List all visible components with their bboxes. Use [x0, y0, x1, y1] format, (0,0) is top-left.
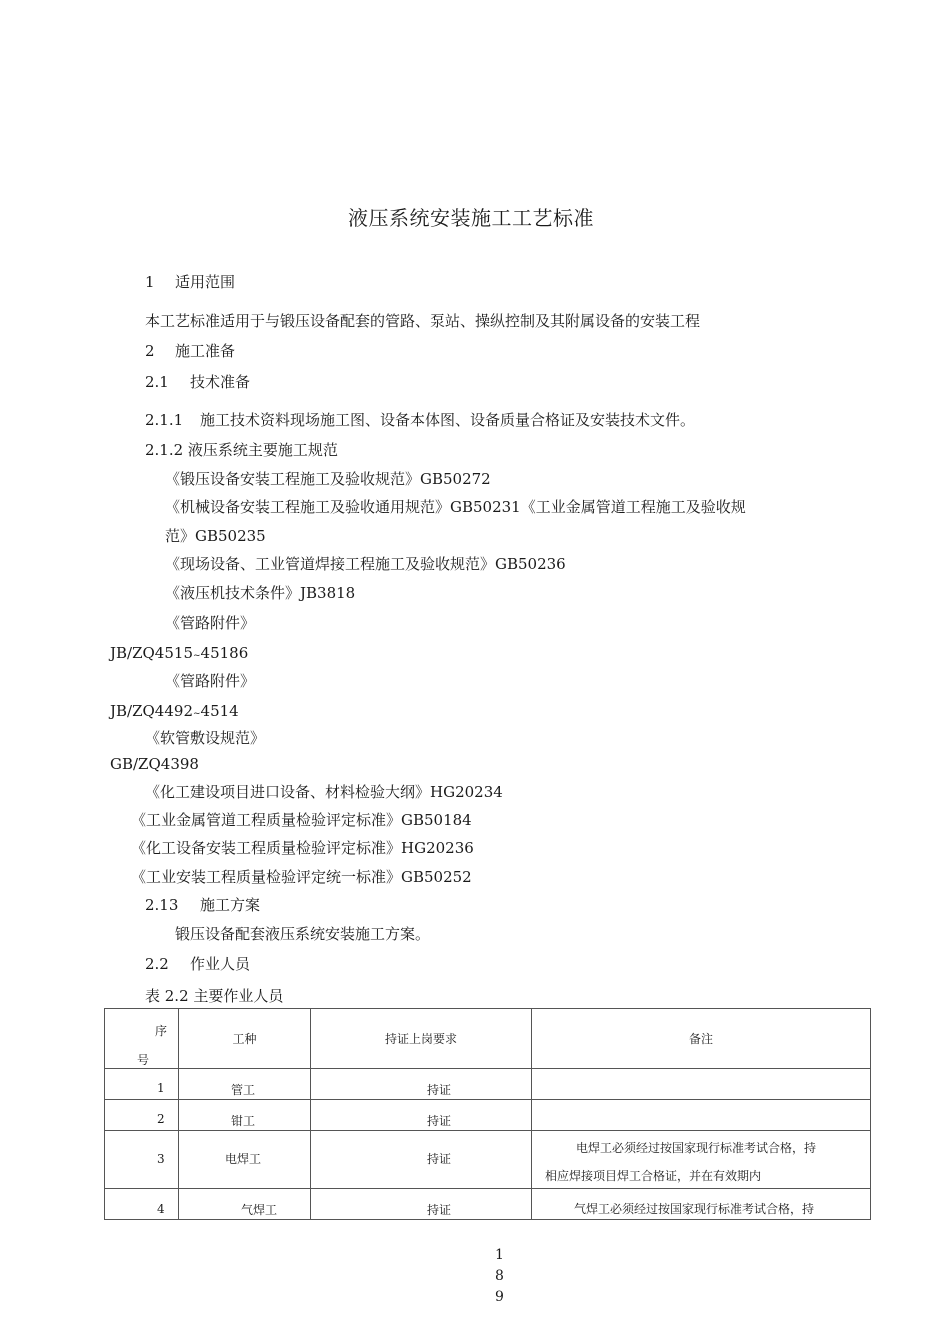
row-remark: [532, 1131, 871, 1189]
section-label: 适用范围: [175, 273, 236, 291]
page-number-digit: 9: [495, 1289, 504, 1305]
row-cert-text: 持证: [427, 1152, 452, 1166]
row-remark-line-1: 电焊工必须经过按国家现行标准考试合格，持: [576, 1141, 817, 1155]
row-no: [105, 1100, 179, 1131]
header-no-bottom: 号: [137, 1053, 150, 1067]
row-no-text: 2: [157, 1112, 165, 1126]
section-label: 作业人员: [190, 955, 251, 973]
spec-code: 4514: [200, 702, 239, 720]
spec-line: 《现场设备、工业管道焊接工程施工及验收规范》GB50236: [165, 555, 566, 573]
section-label: 技术准备: [190, 373, 251, 391]
row-no-text: 4: [157, 1202, 165, 1216]
spec-line: 《工业金属管道工程质量检验评定标准》GB50184: [131, 811, 472, 829]
row-cert-text: 持证: [427, 1114, 452, 1128]
spec-code-separator: ~: [192, 709, 201, 719]
spec-code-separator: ~: [192, 651, 201, 661]
table-header-row: [105, 1009, 871, 1069]
spec-line: 《液压机技术条件》JB3818: [165, 584, 356, 602]
page-number-digit: 8: [495, 1268, 504, 1284]
row-trade-text: 管工: [231, 1083, 256, 1097]
spec-line: 《锻压设备安装工程施工及验收规范》GB50272: [165, 470, 491, 488]
spec-line: 《管路附件》: [165, 614, 256, 632]
row-trade: [179, 1069, 311, 1100]
row-no: [105, 1069, 179, 1100]
section-number: 2.2: [145, 955, 169, 973]
row-trade: [179, 1189, 311, 1220]
header-cell-remark: 备注: [532, 1009, 871, 1069]
spec-code-line: [110, 704, 239, 719]
table-row: [105, 1189, 871, 1220]
table-row: [105, 1131, 871, 1189]
spec-line: 《工业安装工程质量检验评定统一标准》GB50252: [131, 868, 472, 886]
scope-paragraph: 本工艺标准适用于与锻压设备配套的管路、泵站、操纵控制及其附属设备的安装工程: [145, 312, 701, 330]
row-cert: [311, 1189, 532, 1220]
header-cell-trade: 工种: [179, 1009, 311, 1069]
row-remark: [532, 1069, 871, 1100]
row-remark: [532, 1189, 871, 1220]
section-number: 2.1: [145, 373, 169, 391]
row-remark-line-1: 气焊工必须经过按国家现行标准考试合格，持: [574, 1202, 815, 1216]
section-number: 2: [145, 342, 155, 360]
row-trade: [179, 1100, 311, 1131]
row-no-text: 3: [157, 1152, 165, 1166]
section-text: 施工技术资料现场施工图、设备本体图、设备质量合格证及安装技术文件。: [200, 411, 696, 429]
header-no-top: 序: [155, 1024, 168, 1038]
spec-line: 范》GB50235: [165, 527, 266, 545]
section-2-1-2-heading: 2.1.2 液压系统主要施工规范: [145, 441, 338, 459]
row-cert: [311, 1069, 532, 1100]
row-no-text: 1: [157, 1081, 165, 1095]
section-2-2-heading: [145, 957, 250, 972]
spec-line: 《化工建设项目进口设备、材料检验大纲》HG20234: [145, 783, 503, 801]
row-no: [105, 1189, 179, 1220]
table-row: [105, 1100, 871, 1131]
section-2-1-heading: [145, 375, 250, 390]
row-cert: [311, 1100, 532, 1131]
page-number-digit: 1: [495, 1247, 504, 1263]
row-no: [105, 1131, 179, 1189]
section-number: 2.1.1: [145, 411, 184, 429]
section-number: 2.13: [145, 896, 179, 914]
spec-code: JB/ZQ4515: [110, 644, 193, 662]
row-trade: [179, 1131, 311, 1189]
section-2-1-1: [145, 413, 695, 428]
header-cell-cert: 持证上岗要求: [311, 1009, 532, 1069]
spec-code: 45186: [200, 644, 249, 662]
header-cell-no: [105, 1009, 179, 1069]
row-cert: [311, 1131, 532, 1189]
row-trade-text: 电焊工: [225, 1152, 262, 1166]
table-caption: 表 2.2 主要作业人员: [145, 987, 284, 1005]
staff-table: [104, 1008, 871, 1220]
table-row: [105, 1069, 871, 1100]
row-remark-line-2: 相应焊接项目焊工合格证，并在有效期内: [545, 1169, 762, 1183]
row-cert-text: 持证: [427, 1203, 452, 1217]
spec-code: JB/ZQ4492: [110, 702, 193, 720]
spec-line: 《化工设备安装工程质量检验评定标准》HG20236: [131, 839, 474, 857]
section-2-13-body: 锻压设备配套液压系统安装施工方案。: [175, 925, 431, 943]
spec-line: 《机械设备安装工程施工及验收通用规范》GB50231《工业金属管道工程施工及验收规: [165, 498, 746, 516]
spec-code-line: [110, 646, 248, 661]
row-trade-text: 钳工: [231, 1114, 256, 1128]
section-number: 1: [145, 273, 155, 291]
section-2-heading: [145, 344, 235, 359]
section-label: 施工准备: [175, 342, 236, 360]
section-2-13-heading: [145, 898, 260, 913]
row-cert-text: 持证: [427, 1083, 452, 1097]
section-label: 施工方案: [200, 896, 261, 914]
spec-line: 《软管敷设规范》: [145, 729, 266, 747]
row-remark: [532, 1100, 871, 1131]
spec-code-line: GB/ZQ4398: [110, 755, 199, 773]
document-title: 液压系统安装施工工艺标准: [348, 206, 594, 230]
spec-line: 《管路附件》: [165, 672, 256, 690]
section-1-heading: [145, 275, 235, 290]
row-trade-text: 气焊工: [241, 1203, 278, 1217]
